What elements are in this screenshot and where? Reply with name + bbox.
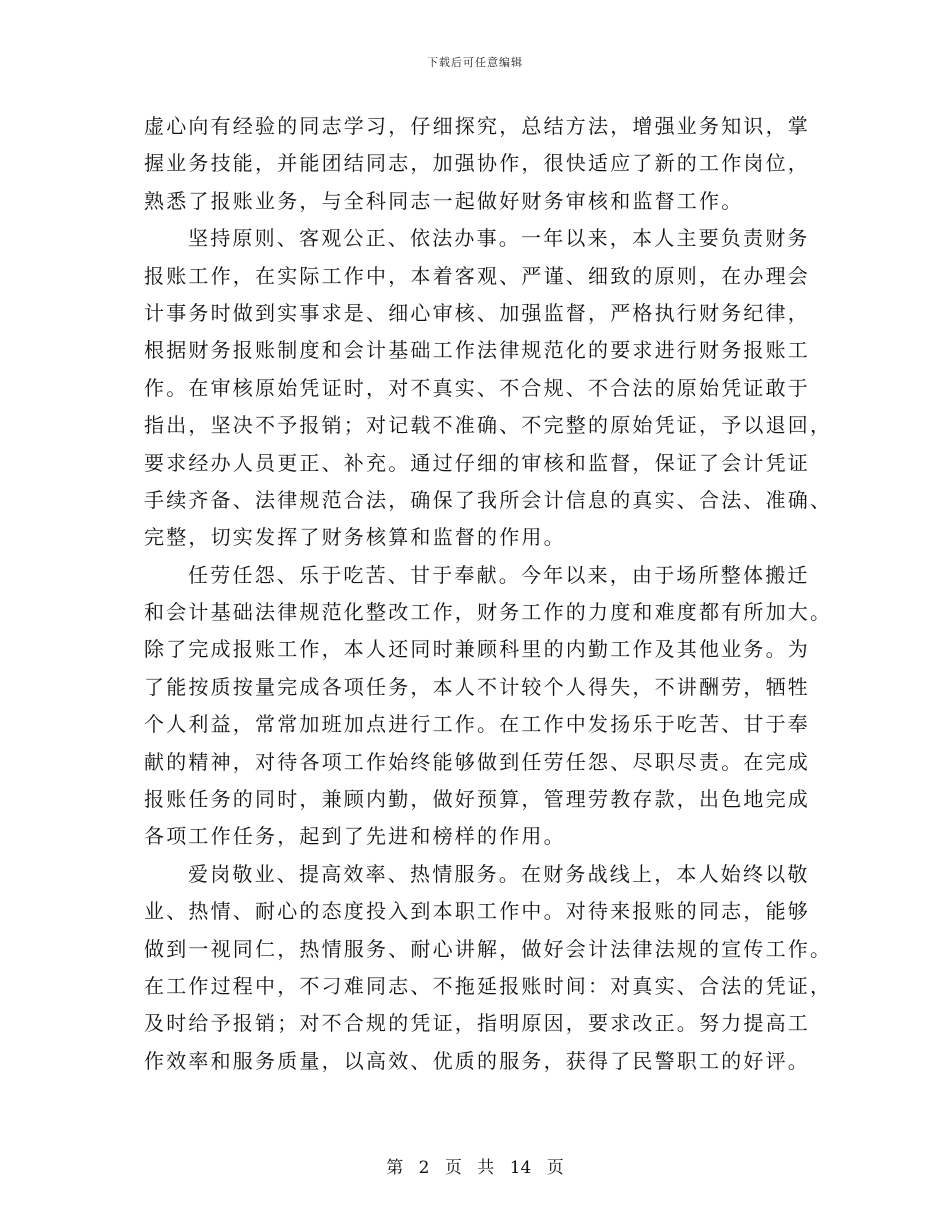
paragraph-first-line: 任劳任怨、乐于吃苦、甘于奉献。今年以来，由于场所整体搬迁 [188,562,810,587]
footer-word: 共 [477,1158,495,1178]
text-line: 及时给予报销；对不合规的凭证，指明原因，要求改正。努力提高工 [144,1011,810,1036]
text-line: 虚心向有经验的同志学习，仔细探究，总结方法，增强业务知识，掌 [144,114,810,138]
text-line: 作效率和服务质量，以高效、优质的服务，获得了民警职工的好评。 [144,1048,810,1073]
text-line: 各项工作任务，起到了先进和榜样的作用。 [144,824,566,849]
text-line: 报账工作，在实际工作中，本着客观、严谨、细致的原则，在办理会 [144,263,810,288]
text-line: 作。在审核原始凭证时，对不真实、不合规、不合法的原始凭证敢于 [144,375,810,400]
total-pages: 14 [509,1158,532,1178]
text-line: 要求经办人员更正、补充。通过仔细的审核和监督，保证了会计凭证 [144,450,810,475]
text-line: 在工作过程中，不刁难同志、不拖延报账时间：对真实、合法的凭证， [144,973,833,998]
text-line: 指出，坚决不予报销；对记载不准确、不完整的原始凭证，予以退回， [144,413,833,438]
text-line: 握业务技能，并能团结同志，加强协作，很快适应了新的工作岗位， [144,151,810,176]
text-line: 根据财务报账制度和会计基础工作法律规范化的要求进行财务报账工 [144,338,810,363]
text-line: 完整，切实发挥了财务核算和监督的作用。 [144,525,566,550]
text-line: 除了完成报账工作，本人还同时兼顾科里的内勤工作及其他业务。为 [144,637,810,662]
page-footer [0,1153,950,1178]
text-line: 个人利益，常常加班加点进行工作。在工作中发扬乐于吃苦、甘于奉 [144,712,810,737]
page-number: 2 [418,1158,430,1178]
text-line: 计事务时做到实事求是、细心审核、加强监督，严格执行财务纪律， [144,300,810,325]
paragraph-first-line: 爱岗敬业、提高效率、热情服务。在财务战线上，本人始终以敬 [188,861,810,886]
text-line: 报账任务的同时，兼顾内勤，做好预算，管理劳教存款，出色地完成 [144,787,810,812]
text-line: 和会计基础法律规范化整改工作，财务工作的力度和难度都有所加大。 [144,600,833,625]
body-text [144,108,833,1080]
page-header: 下载后可任意编辑 [427,56,523,69]
footer-word: 页 [444,1158,462,1178]
footer-word: 页 [546,1158,564,1178]
text-line: 献的精神，对待各项工作始终能够做到任劳任怨、尽职尽责。在完成 [144,749,810,774]
text-line: 手续齐备、法律规范合法，确保了我所会计信息的真实、合法、准确、 [144,487,833,512]
text-line: 做到一视同仁，热情服务、耐心讲解，做好会计法律法规的宣传工作。 [144,936,833,961]
paragraph-first-line: 坚持原则、客观公正、依法办事。一年以来，本人主要负责财务 [188,226,810,251]
text-line: 了能按质按量完成各项任务，本人不计较个人得失，不讲酬劳，牺牲 [144,674,810,699]
text-line: 业、热情、耐心的态度投入到本职工作中。对待来报账的同志，能够 [144,899,810,924]
text-line: 熟悉了报账业务，与全科同志一起做好财务审核和监督工作。 [144,188,744,213]
footer-word: 第 [386,1158,404,1178]
